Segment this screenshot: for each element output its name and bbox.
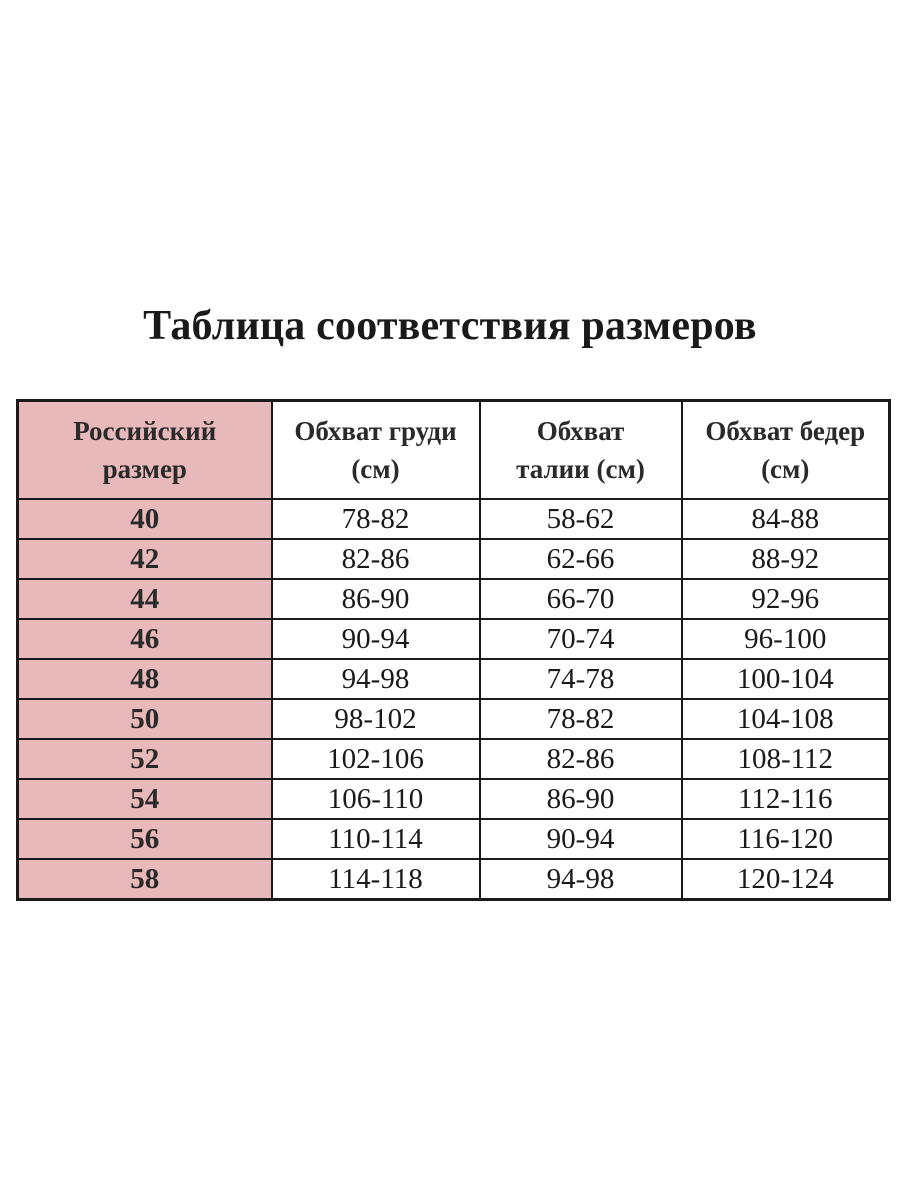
cell-hips: 108-112 xyxy=(682,739,890,779)
table-row xyxy=(18,579,890,619)
cell-hips: 96-100 xyxy=(682,619,890,659)
cell-russian-size: 52 xyxy=(18,739,272,779)
cell-hips: 100-104 xyxy=(682,659,890,699)
cell-chest: 110-114 xyxy=(272,819,480,859)
cell-russian-size: 42 xyxy=(18,539,272,579)
table-row xyxy=(18,859,890,900)
cell-waist: 86-90 xyxy=(480,779,682,819)
cell-russian-size: 46 xyxy=(18,619,272,659)
table-row xyxy=(18,659,890,699)
cell-waist: 74-78 xyxy=(480,659,682,699)
cell-waist: 70-74 xyxy=(480,619,682,659)
cell-waist: 58-62 xyxy=(480,499,682,539)
table-row xyxy=(18,499,890,539)
cell-chest: 90-94 xyxy=(272,619,480,659)
table-row xyxy=(18,779,890,819)
header-chest-line-1: Обхват груди xyxy=(294,416,457,446)
table-body xyxy=(18,499,890,900)
cell-russian-size: 54 xyxy=(18,779,272,819)
cell-waist: 94-98 xyxy=(480,859,682,900)
header-chest-line-2: (см) xyxy=(351,454,400,484)
cell-waist: 90-94 xyxy=(480,819,682,859)
cell-hips: 116-120 xyxy=(682,819,890,859)
header-waist-line-2: талии (см) xyxy=(516,454,645,484)
table-row xyxy=(18,699,890,739)
header-waist xyxy=(480,401,682,500)
cell-waist: 78-82 xyxy=(480,699,682,739)
cell-hips: 104-108 xyxy=(682,699,890,739)
cell-chest: 82-86 xyxy=(272,539,480,579)
cell-hips: 84-88 xyxy=(682,499,890,539)
table-row xyxy=(18,739,890,779)
table-row xyxy=(18,539,890,579)
cell-chest: 86-90 xyxy=(272,579,480,619)
table-row xyxy=(18,619,890,659)
header-chest xyxy=(272,401,480,500)
cell-chest: 98-102 xyxy=(272,699,480,739)
page-title: Таблица соответствия размеров xyxy=(143,303,757,349)
cell-waist: 62-66 xyxy=(480,539,682,579)
cell-hips: 120-124 xyxy=(682,859,890,900)
header-hips-line-2: (см) xyxy=(761,454,810,484)
table-header xyxy=(18,401,890,500)
header-russian-size-line-2: размер xyxy=(102,454,187,484)
cell-chest: 102-106 xyxy=(272,739,480,779)
cell-waist: 82-86 xyxy=(480,739,682,779)
cell-chest: 94-98 xyxy=(272,659,480,699)
header-hips-line-1: Обхват бедер xyxy=(705,416,866,446)
cell-russian-size: 56 xyxy=(18,819,272,859)
size-table xyxy=(16,399,891,901)
header-waist-line-1: Обхват xyxy=(536,416,625,446)
cell-chest: 106-110 xyxy=(272,779,480,819)
cell-chest: 114-118 xyxy=(272,859,480,900)
cell-waist: 66-70 xyxy=(480,579,682,619)
header-hips xyxy=(682,401,890,500)
cell-chest: 78-82 xyxy=(272,499,480,539)
cell-russian-size: 40 xyxy=(18,499,272,539)
header-row xyxy=(18,401,890,500)
table-row xyxy=(18,819,890,859)
header-russian-size-line-1: Российский xyxy=(73,416,217,446)
cell-hips: 112-116 xyxy=(682,779,890,819)
cell-russian-size: 48 xyxy=(18,659,272,699)
cell-hips: 92-96 xyxy=(682,579,890,619)
cell-russian-size: 58 xyxy=(18,859,272,900)
cell-russian-size: 50 xyxy=(18,699,272,739)
cell-russian-size: 44 xyxy=(18,579,272,619)
cell-hips: 88-92 xyxy=(682,539,890,579)
header-russian-size xyxy=(18,401,272,500)
